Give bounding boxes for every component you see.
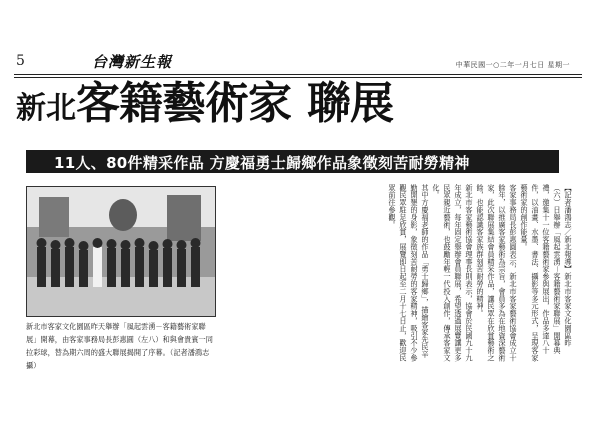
headline-part-2: 客籍藝術家 (76, 78, 291, 129)
header-rule (14, 74, 582, 75)
event-photo-illustration (27, 187, 215, 316)
headline-part-3: 聯展 (307, 78, 393, 129)
photo-caption: 新北市客家文化園區昨天舉辦「風起雲湧－客籍藝術家聯展」開幕，由客家事務局長彭惠圓（左八）和與會貴賓一同拉彩球，替為期六周的盛大聯展揭開了序幕。（記者潘鴻志攝） (26, 322, 213, 370)
article-body (219, 184, 574, 364)
dateline: 中華民國一○二年一月七日 星期一 (455, 61, 570, 69)
headline (16, 78, 586, 129)
event-photo (26, 186, 216, 317)
article-paragraph: 客家事務局長彭惠圓表示，新北市客家藝術協會成立十餘年，以推廣客家藝術為宗旨，會員多為在地資深藝術家，此次聯展集結會員精采作品，讓民眾在欣賞藝術之餘，也能認識客家族群刻苦耐勞的精神。 (476, 184, 518, 362)
article-paragraph: 【記者潘鴻志／新北報導】新北市客家文化園區昨（六）日舉辦「風起雲湧－客籍藝術家聯展」開幕典禮，邀集十一位客籍藝術家參與展出，作品多達八十件，以油畫、水墨、書法、攝影等多元形式，呈現客家藝術家的創作能量。 (520, 184, 573, 362)
headline-part-1: 新北 (16, 91, 76, 126)
article-paragraph: 新北市客家藝術協會理事長則表示，協會於民國九十九年成立，每年固定舉辦會員聯展，希望透過展覽讓更多民眾親近藝術，也鼓勵年輕一代投入創作，傳承客家文化。 (432, 184, 474, 362)
article-paragraph: 其中方慶福老師的作品「勇士歸鄉」，描繪客家先民辛勤開墾的身影，象徵刻苦耐勞的客家精神，吸引不少參觀民眾駐足欣賞，展覽即日起至二月十七日止，歡迎民眾前往參觀。 (388, 184, 430, 362)
subheadline: 11人、80件精采作品 方慶福勇士歸鄉作品象徵刻苦耐勞精神 (54, 154, 470, 172)
newspaper-masthead: 台灣新生報 (92, 53, 173, 71)
page-number: 5 (16, 53, 25, 69)
